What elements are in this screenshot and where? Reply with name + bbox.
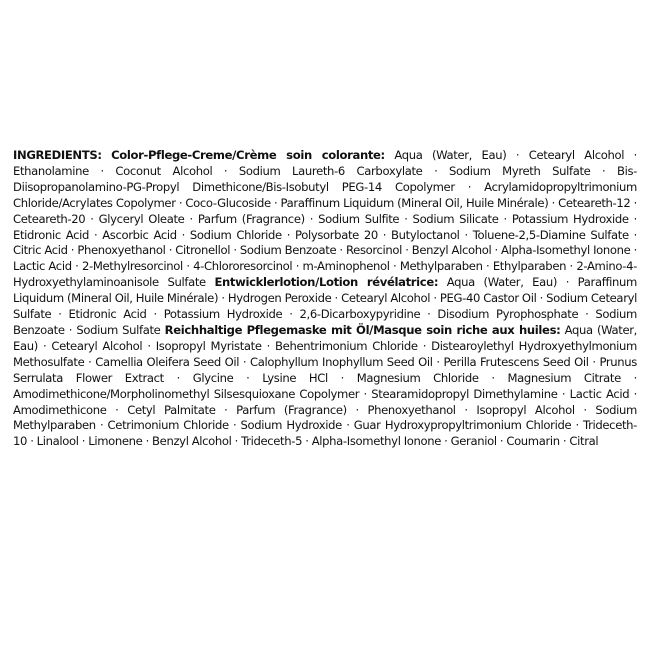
ingredients-list — [13, 148, 637, 450]
section-text-developer-lotion: Aqua (Water, Eau) · Paraffinum Liquidum (Mineral Oil, Huile Minérale) · Hydrogen Peroxide · Cetearyl Alcohol · PEG-40 Castor Oil · Sodium Cetearyl Sulfate · Etidronic Acid · Potassium Hydroxide · 2,6-Dicarboxypyridine · Disodium Pyrophosphate · Sodium Benzoate · Sodium Sulfate — [13, 275, 637, 337]
section-title-care-mask: Reichhaltige Pflegemaske mit Öl/Masque soin riche aux huiles: — [164, 322, 561, 337]
section-title-color-cream: Color-Pflege-Creme/Crème soin colorante: — [111, 148, 385, 162]
ingredients-heading: INGREDIENTS: — [13, 148, 102, 162]
section-text-color-cream: Aqua (Water, Eau) · Cetearyl Alcohol · Ethanolamine · Coconut Alcohol · Sodium Laureth-6 Carboxylate · Sodium Myreth Sulfate · Bis-Diisopropanolamino-PG-Propyl Dimethicone/Bis-Isobutyl PEG-14 Copolymer · Acrylamidopropyltrimonium Chloride/Acrylates Copolymer · Coco-Glucoside · Paraffinum Liquidum (Mineral Oil, Huile Minérale) · Ceteareth-12 · Ceteareth-20 · Glyceryl Oleate · Parfum (Fragrance) · Sodium Sulfite · Sodium Silicate · Potassium Hydroxide · Etidronic Acid · Ascorbic Acid · Sodium Chloride · Polysorbate 20 · Butyloctanol · Toluene-2,5-Diamine Sulfate · Citric Acid · Phenoxyethanol · Citronellol · Sodium Benzoate · Resorcinol · Benzyl Alcohol · Alpha-Isomethyl Ionone · Lactic Acid · 2-Methylresorcinol · 4-Chlororesorcinol · m-Aminophenol · Methylparaben · Ethylparaben · 2-Amino-4-Hydroxyethylaminoanisole Sulfate — [13, 148, 637, 290]
section-text-care-mask: Aqua (Water, Eau) · Cetearyl Alcohol · Isopropyl Myristate · Behentrimonium Chloride · Distearoylethyl Hydroxyethylmonium Methosulfate · Camellia Oleifera Seed Oil · Calophyllum Inophyllum Seed Oil · Perilla Frutescens Seed Oil · Prunus Serrulata Flower Extract · Glycine · Lysine HCl · Magnesium Chloride · Magnesium Citrate · Amodimethicone/Morpholinomethyl Silsesquioxane Copolymer · Stearamidopropyl Dimethylamine · Lactic Acid · Amodimethicone · Cetyl Palmitate · Parfum (Fragrance) · Phenoxyethanol · Isopropyl Alcohol · Sodium Methylparaben · Cetrimonium Chloride · Sodium Hydroxide · Guar Hydroxypropyltrimonium Chloride · Trideceth-10 · Linalool · Limonene · Benzyl Alcohol · Trideceth-5 · Alpha-Isomethyl Ionone · Geraniol · Coumarin · Citral — [13, 322, 637, 449]
section-title-developer-lotion: Entwicklerlotion/Lotion révélatrice: — [214, 275, 439, 290]
